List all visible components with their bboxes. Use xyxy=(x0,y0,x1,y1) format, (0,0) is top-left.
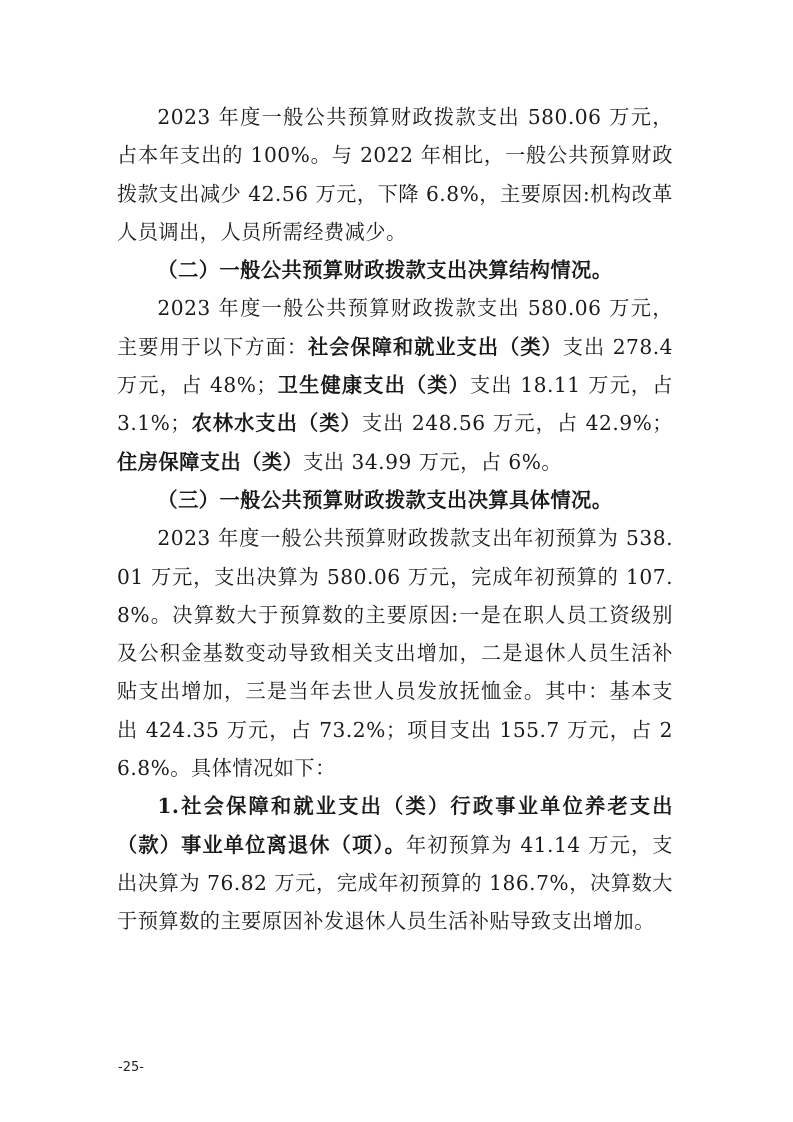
paragraph-budget-details xyxy=(117,519,673,787)
page-number: -25- xyxy=(118,1060,144,1075)
category-social-security: 社会保障和就业支出（类） xyxy=(308,334,563,359)
item-1-title: 1.社会保障和就业支出（类）行政事业单位养老支出（款）事业单位离退休（项）。 xyxy=(117,794,673,857)
paragraph-expenditure-structure xyxy=(117,289,673,480)
category-health: 卫生健康支出（类） xyxy=(277,373,471,398)
paragraph-text: 支出 248.56 万元，占 42.9%； xyxy=(361,411,673,436)
category-agriculture: 农林水支出（类） xyxy=(190,411,362,436)
paragraph-text: 支出 18.11 万元，占 3.1%； xyxy=(117,373,673,436)
paragraph-text: 2023 年度一般公共预算财政拨款支出年初预算为 538.01 万元，支出决算为 580.06 万元，完成年初预算的 107.8%。决算数大于预算数的主要原因:一是在职人员工资级别及公积金基数变动导致相关支出增加，二是退休人员生活补贴支出增加，三是当年去世人员发放抚恤金。其中：基本支出 424.35 万元，占 73.2%；项目支出 155.7 万元，占 26.8%。具体情况如下： xyxy=(117,526,673,781)
document-body xyxy=(117,98,673,941)
paragraph-text: 年初预算为 41.14 万元，支出决算为 76.82 万元，完成年初预算的 186.7%，决算数大于预算数的主要原因补发退休人员生活补贴导致支出增加。 xyxy=(117,832,673,934)
paragraph-text: 2023 年度一般公共预算财政拨款支出 580.06 万元，主要用于以下方面： xyxy=(117,296,673,359)
section-heading-details: （三）一般公共预算财政拨款支出决算具体情况。 xyxy=(157,487,613,512)
paragraph-item-1 xyxy=(117,787,673,940)
paragraph-text: 支出 278.4 万元，占 48%； xyxy=(117,334,673,398)
section-heading-structure: （二）一般公共预算财政拨款支出决算结构情况。 xyxy=(157,258,613,283)
paragraph-text: 2023 年度一般公共预算财政拨款支出 580.06 万元，占本年支出的 100%。与 2022 年相比，一般公共预算财政拨款支出减少 42.56 万元，下降 6.8%，主要原因:机构改革人员调出，人员所需经费减少。 xyxy=(117,105,673,244)
paragraph-text: 支出 34.99 万元，占 6%。 xyxy=(303,449,563,474)
paragraph-expenditure-summary xyxy=(117,98,673,251)
category-housing: 住房保障支出（类） xyxy=(117,449,304,474)
